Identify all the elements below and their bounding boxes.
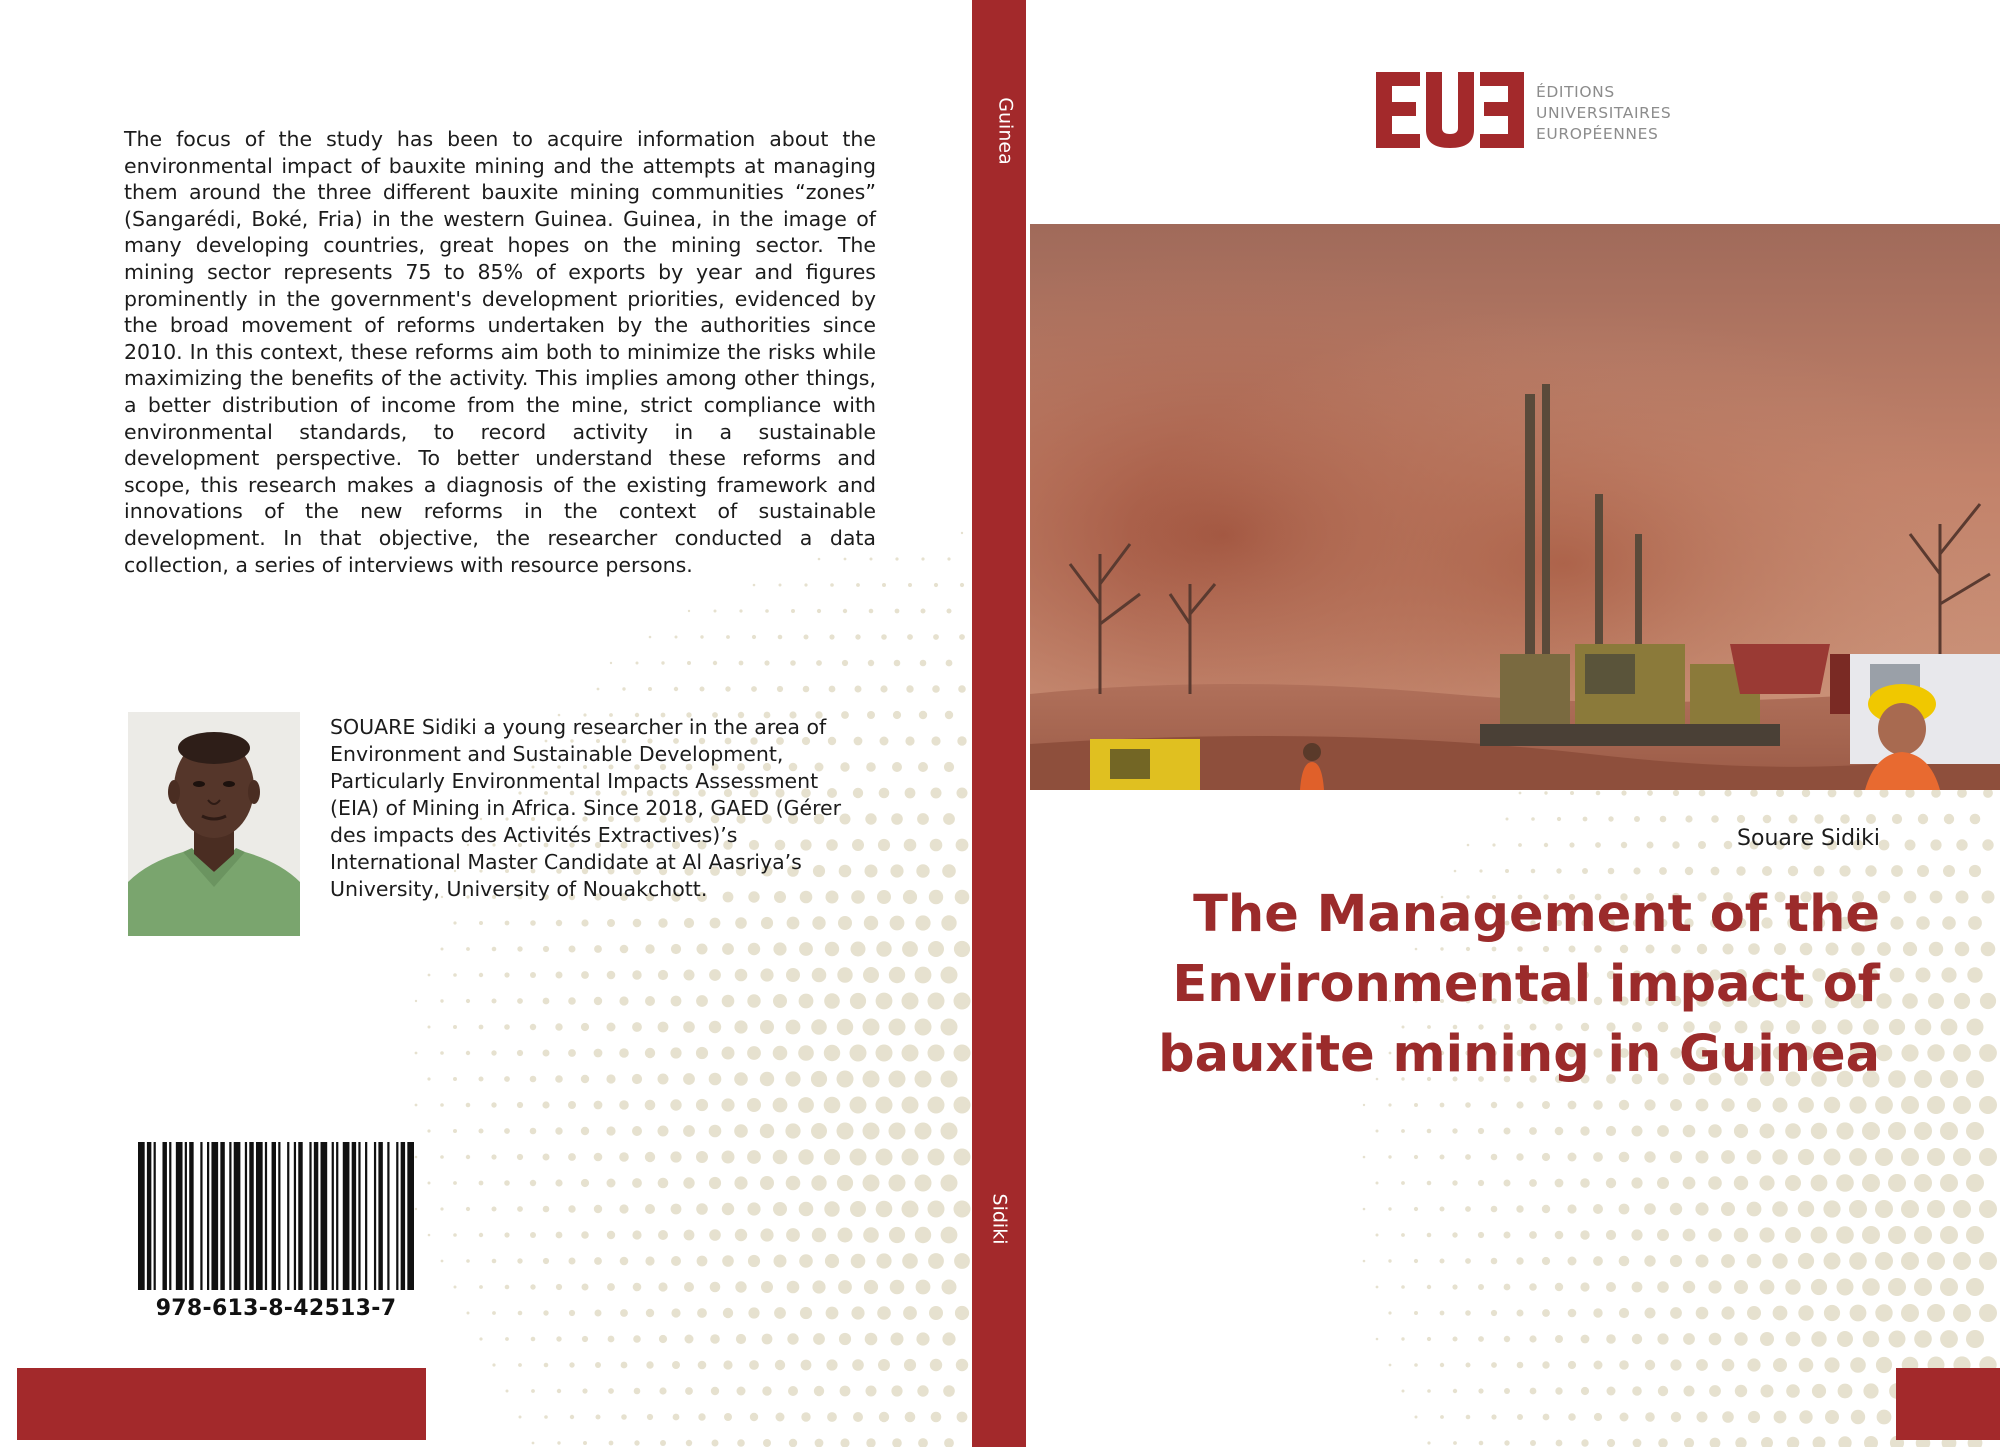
publisher-logo xyxy=(1376,72,1524,152)
book-spine xyxy=(972,0,1026,1447)
back-cover-synopsis: The focus of the study has been to acquire information about the environmental impact of bauxite mining and the attempts at managing them around the three different bauxite mining communities “zones” (Sangarédi, Boké, Fria) in the western Guinea. Guinea, in the image of many developing countries, great hopes on the mining sector. The mining sector represents 75 to 85% of exports by year and figures prominently in the government's development priorities, evidenced by the broad movement of reforms undertaken by the authorities since 2010. In this context, these reforms aim both to minimize the risks while maximizing the benefits of the activity. This implies among other things, a better distribution of income from the mine, strict compliance with environmental standards, to record activity in a sustainable development perspective. To better understand these reforms and scope, this research makes a diagnosis of the existing framework and innovations of the new reforms in the context of sustainable development. In that objective, the researcher conducted a data collection, a series of interviews with resource persons. xyxy=(124,127,876,577)
book-title-line: bauxite mining in Guinea xyxy=(1158,1025,1880,1084)
front-cover-author: Souare Sidiki xyxy=(1737,826,1880,851)
publisher-line: UNIVERSITAIRES xyxy=(1536,104,1672,122)
publisher-line: ÉDITIONS xyxy=(1536,83,1615,101)
cover-photo-mining-site xyxy=(1030,224,2000,790)
author-photo xyxy=(128,712,300,936)
author-biography: SOUARE Sidiki a young researcher in the area of Environment and Sustainable Development, Particularly Environmental Impacts Assessment (EIA) of Mining in Africa. Since 2018, GAED (Gérer des impacts des Activités Extractives)’s International Master Candidate at Al Aasriya’s University, University of Nouakchott. xyxy=(330,715,842,901)
book-title-line: Environmental impact of xyxy=(1172,955,1880,1014)
publisher-name xyxy=(1536,82,1671,145)
spine-title: Guinea xyxy=(994,97,1017,165)
back-cover-red-bar xyxy=(17,1368,426,1440)
spine-author: Sidiki xyxy=(988,1193,1010,1245)
isbn-number: 978-613-8-42513-7 xyxy=(155,1296,397,1321)
isbn-barcode xyxy=(138,1142,414,1290)
book-title xyxy=(1120,880,1880,1090)
publisher-line: EUROPÉENNES xyxy=(1536,125,1659,143)
book-title-line: The Management of the xyxy=(1193,885,1880,944)
front-cover-red-bar xyxy=(1896,1368,2000,1440)
